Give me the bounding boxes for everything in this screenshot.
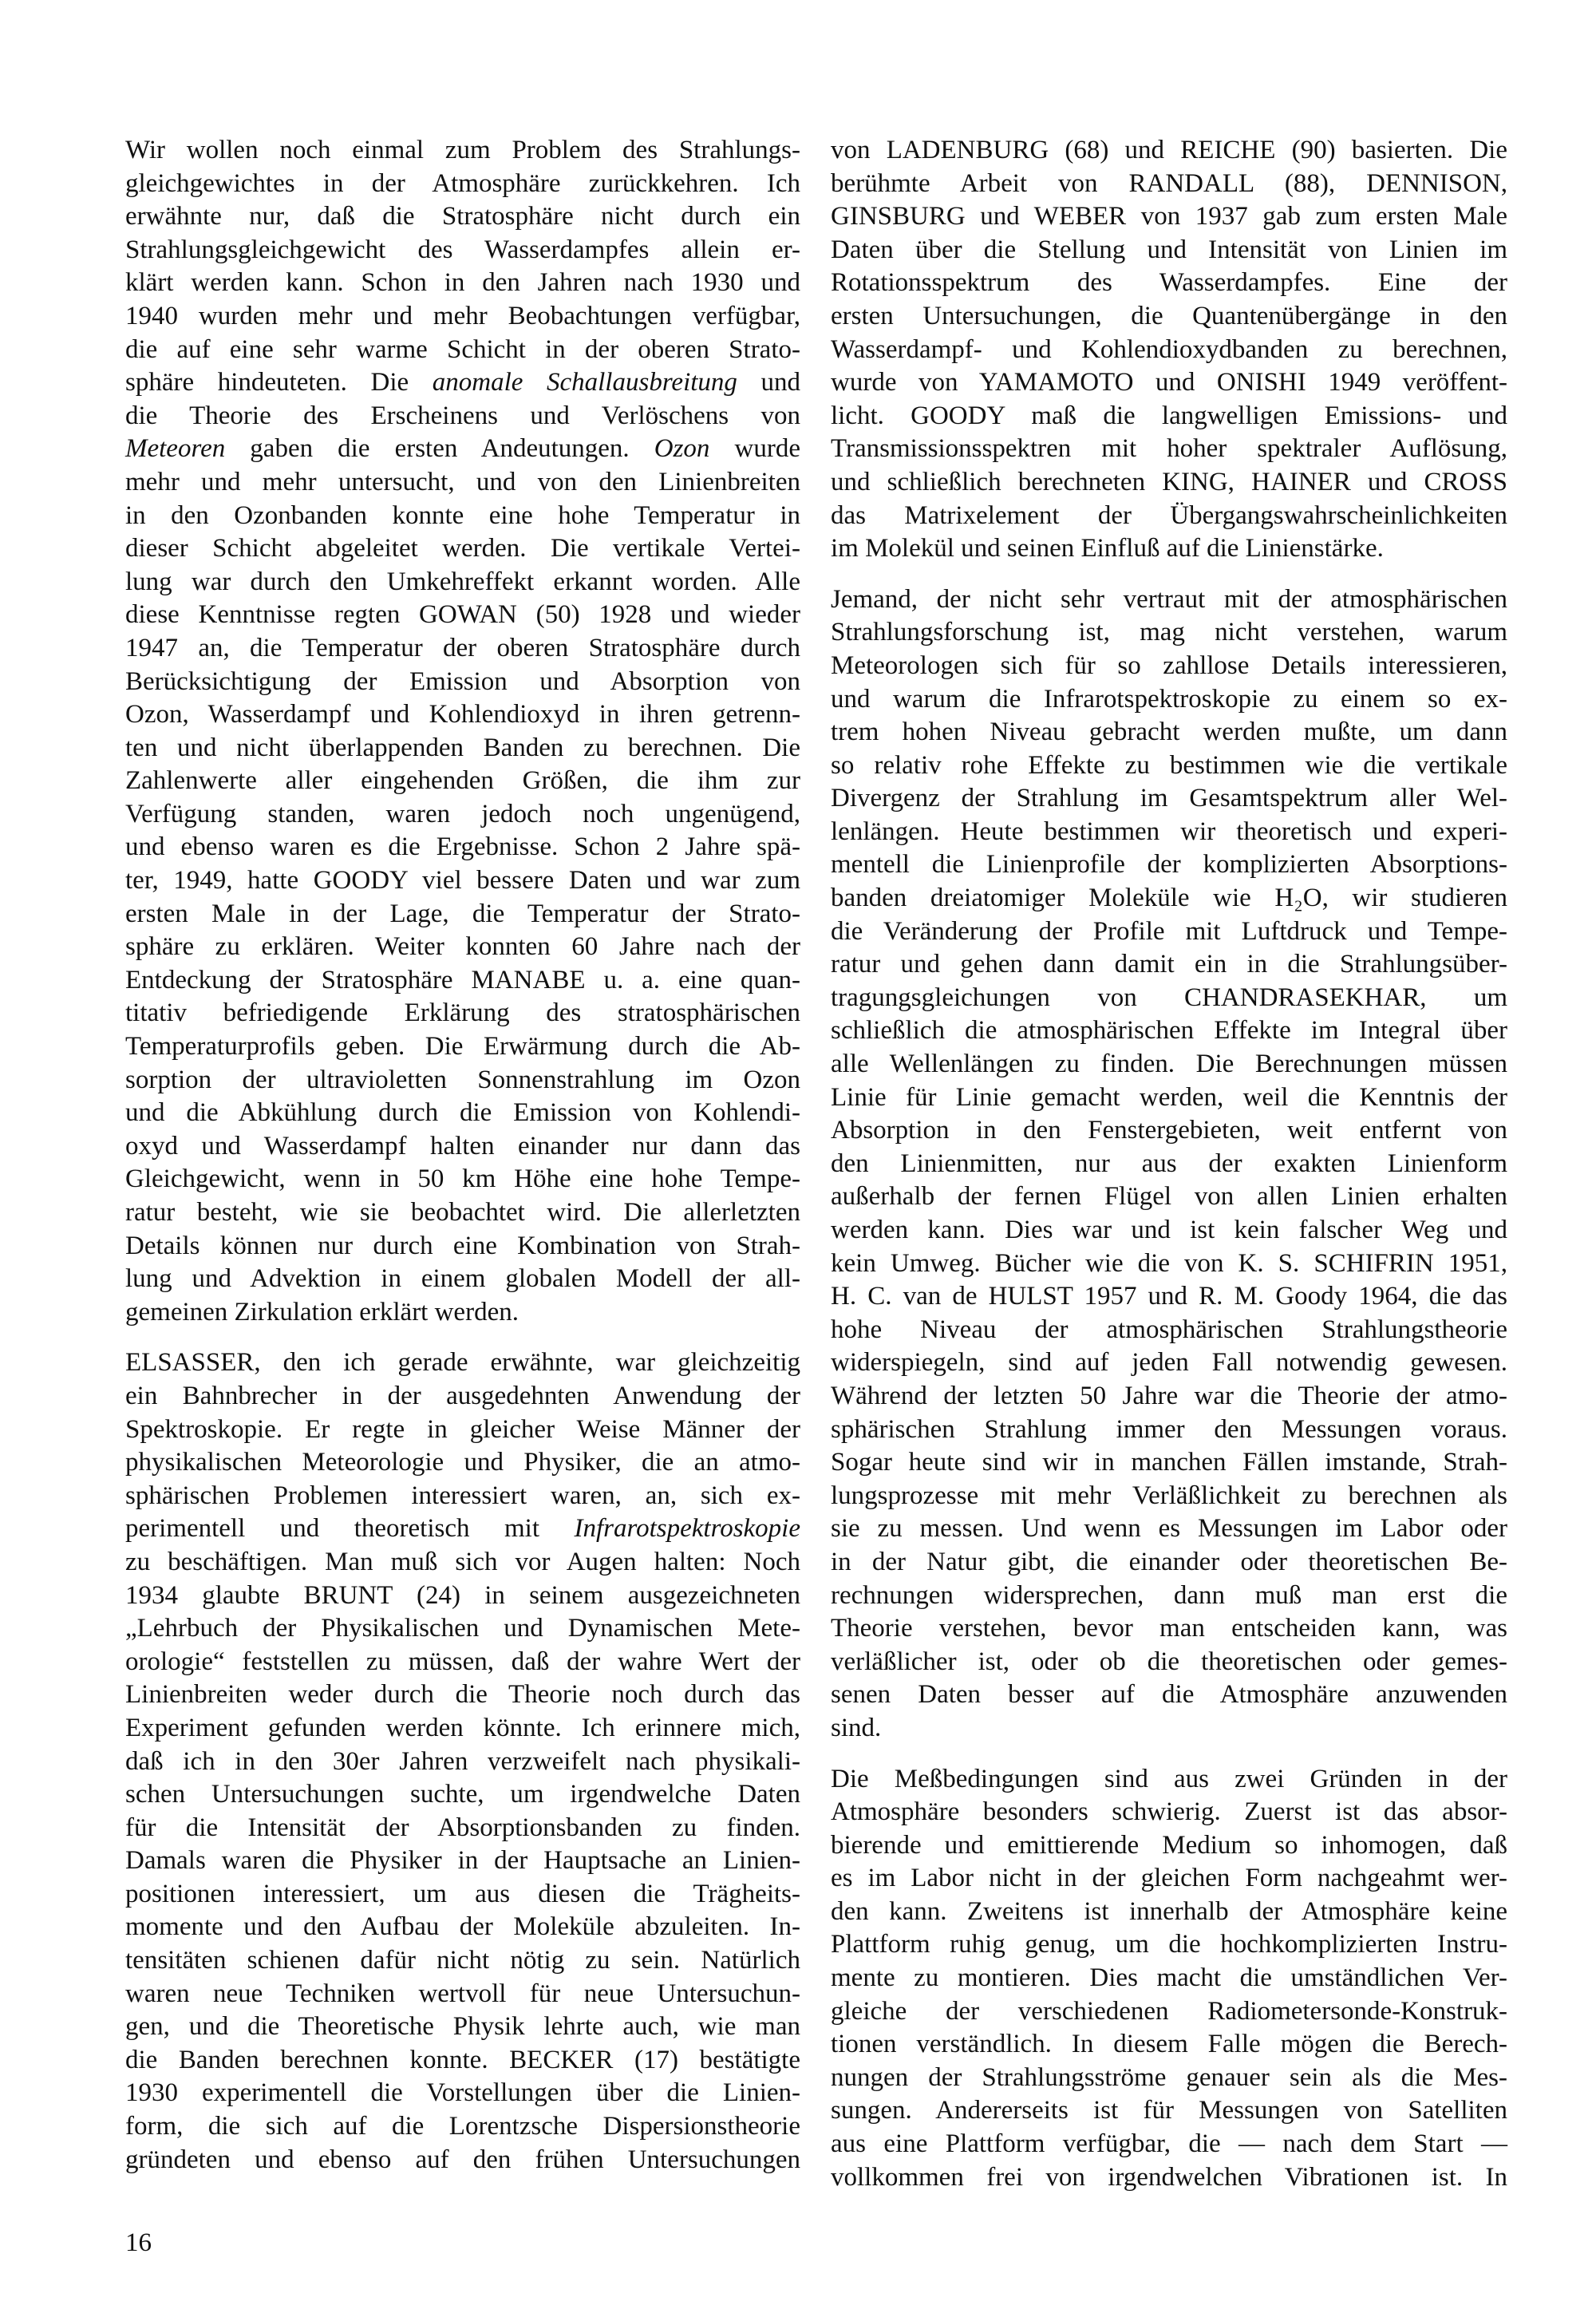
text-line: sphärischen Problemen interessiert waren, an, sich ex- — [125, 1481, 800, 1510]
paragraph — [125, 1346, 800, 2177]
text-line: tensitäten schienen dafür nicht nötig zu sein. Natürlich — [125, 1946, 800, 1975]
text-line: Spektroskopie. Er regte in gleicher Weise Männer der — [125, 1414, 800, 1444]
text-line: daß ich in den 30er Jahren verzweifelt nach physikali- — [125, 1746, 800, 1776]
page-number: 16 — [125, 2228, 152, 2257]
text-line: ratur und gehen dann damit ein in die Strahlungsüber- — [831, 950, 1507, 979]
text-line: lungsprozesse mit mehr Verläßlichkeit zu berechnen als — [831, 1481, 1507, 1510]
text-line: die Banden berechnen konnte. BECKER (17) bestätigte — [125, 2045, 800, 2074]
text-line: und schließlich berechneten KING, HAINER und CROSS — [831, 467, 1507, 496]
paragraph — [831, 583, 1507, 1746]
text-line: H. C. van de HULST 1957 und R. M. Goody 1964, die das — [831, 1282, 1507, 1311]
text-line: zu beschäftigen. Man muß sich vor Augen halten: Noch — [125, 1547, 800, 1576]
text-line: Theorie verstehen, bevor man entscheiden kann, was — [831, 1614, 1507, 1643]
italic-term: Ozon — [654, 434, 710, 464]
text-line: ELSASSER, den ich gerade erwähnte, war gleichzeitig — [125, 1348, 800, 1378]
text-line: sorption der ultravioletten Sonnenstrahlung im Ozon — [125, 1065, 800, 1094]
paragraph — [125, 134, 800, 1329]
text-line: Jemand, der nicht sehr vertraut mit der atmosphärischen — [831, 584, 1507, 614]
text-line: mentell die Linienprofile der komplizierten Absorptions- — [831, 850, 1507, 880]
text-line: sie zu messen. Und wenn es Messungen im Labor oder — [831, 1514, 1507, 1544]
text-line: gründeten und ebenso auf den frühen Untersuchungen — [125, 2145, 800, 2174]
text-line — [125, 366, 800, 400]
text-line: gleichgewichtes in der Atmosphäre zurückkehren. Ich — [125, 168, 800, 198]
text-line: ter, 1949, hatte GOODY viel bessere Daten und war zum — [125, 866, 800, 896]
italic-term: Meteoren — [125, 434, 226, 464]
text-line: schen Untersuchungen suchte, um irgendwelche Daten — [125, 1780, 800, 1809]
text-line: und warum die Infrarotspektroskopie zu einem so ex- — [831, 684, 1507, 714]
text-line: Strahlungsforschung ist, mag nicht verstehen, warum — [831, 618, 1507, 647]
text-line: orologie“ feststellen zu müssen, daß der wahre Wert der — [125, 1647, 800, 1676]
text-line: Wasserdampf- und Kohlendioxydbanden zu berechnen, — [831, 334, 1507, 364]
text-line: Divergenz der Strahlung im Gesamtspektrum aller Wel- — [831, 784, 1507, 813]
text-line: kein Umweg. Bücher wie die von K. S. SCHIFRIN 1951, — [831, 1248, 1507, 1278]
text-line: berühmte Arbeit von RANDALL (88), DENNISON, — [831, 168, 1507, 198]
text-line: Entdeckung der Stratosphäre MANABE u. a. eine quan- — [125, 965, 800, 994]
text-line: Daten über die Stellung und Intensität von Linien im — [831, 235, 1507, 264]
text-line: gleiche der verschiedenen Radiometersonde-Konstruk- — [831, 1996, 1507, 2026]
text-line: es im Labor nicht in der gleichen Form nachgeahmt wer- — [831, 1864, 1507, 1893]
text-line: Details können nur durch eine Kombination von Strah- — [125, 1231, 800, 1260]
text-column-right — [831, 134, 1507, 2212]
text-line: wurde von YAMAMOTO und ONISHI 1949 veröffent- — [831, 368, 1507, 397]
text-line: tragungsgleichungen von CHANDRASEKHAR, um — [831, 983, 1507, 1012]
text-line: die Veränderung der Profile mit Luftdruck und Tempe- — [831, 916, 1507, 946]
text-line: Berücksichtigung der Emission und Absorption von — [125, 666, 800, 696]
text-line: für die Intensität der Absorptionsbanden zu finden. — [125, 1813, 800, 1842]
text-line: Transmissionsspektren mit hoher spektraler Auflösung, — [831, 434, 1507, 464]
text-line: widerspiegeln, sind auf jeden Fall notwendig gewesen. — [831, 1348, 1507, 1378]
text-line: lung war durch den Umkehreffekt erkannt worden. Alle — [125, 567, 800, 596]
text-line: 1940 wurden mehr und mehr Beobachtungen verfügbar, — [125, 301, 800, 330]
text-line: Absorption in den Fenstergebieten, weit entfernt von — [831, 1116, 1507, 1145]
text-line: Plattform ruhig genug, um die hochkomplizierten Instru- — [831, 1930, 1507, 1959]
text-line: Sogar heute sind wir in manchen Fällen imstande, Strah- — [831, 1448, 1507, 1477]
text-line: Rotationsspektrum des Wasserdampfes. Eine der — [831, 268, 1507, 298]
text-line: schließlich die atmosphärischen Effekte im Integral über — [831, 1016, 1507, 1046]
text-line: Zahlenwerte aller eingehenden Größen, die ihm zur — [125, 766, 800, 796]
text-line: erwähnte nur, daß die Stratosphäre nicht durch ein — [125, 202, 800, 231]
text-line: Experiment gefunden werden könnte. Ich erinnere mich, — [125, 1713, 800, 1742]
text-line: bierende und emittierende Medium so inhomogen, daß — [831, 1830, 1507, 1860]
text-line: den kann. Zweitens ist innerhalb der Atmosphäre keine — [831, 1896, 1507, 1926]
text-line: im Molekül und seinen Einfluß auf die Linienstärke. — [831, 534, 1384, 563]
text-line: form, die sich auf die Lorentzsche Dispersionstheorie — [125, 2112, 800, 2141]
text-line: 1947 an, die Temperatur der oberen Stratosphäre durch — [125, 633, 800, 662]
text-segment: perimentell und theoretisch mit — [125, 1514, 575, 1544]
text-segment: und — [737, 368, 801, 397]
text-line: vollkommen frei von irgendwelchen Vibrationen ist. In — [831, 2162, 1507, 2192]
text-line: Die Meßbedingungen sind aus zwei Gründen in der — [831, 1764, 1507, 1793]
text-line: so relativ rohe Effekte zu bestimmen wie die vertikale — [831, 750, 1507, 780]
text-line: nungen der Strahlungsströme genauer sein als die Mes- — [831, 2062, 1507, 2092]
text-line: Damals waren die Physiker in der Hauptsache an Linien- — [125, 1846, 800, 1876]
text-line: hohe Niveau der atmosphärischen Strahlungstheorie — [831, 1315, 1507, 1344]
text-line: trem hohen Niveau gebracht werden mußte, um dann — [831, 718, 1507, 747]
paragraph — [831, 1763, 1507, 2195]
text-line: Linie für Linie gemacht werden, weil die Kenntnis der — [831, 1082, 1507, 1112]
text-line: sphärischen Strahlung immer den Messungen voraus. — [831, 1414, 1507, 1444]
text-line: diese Kenntnisse regten GOWAN (50) 1928 und wieder — [125, 600, 800, 630]
paragraph — [831, 134, 1507, 566]
text-line: außerhalb der fernen Flügel von allen Linien erhalten — [831, 1182, 1507, 1212]
text-line: dieser Schicht abgeleitet werden. Die vertikale Vertei- — [125, 534, 800, 563]
text-line: klärt werden kann. Schon in den Jahren nach 1930 und — [125, 268, 800, 298]
text-line: alle Wellenlängen zu finden. Die Berechnungen müssen — [831, 1050, 1507, 1079]
text-line: gemeinen Zirkulation erklärt werden. — [125, 1297, 519, 1327]
text-line: tionen verständlich. In diesem Falle mögen die Berech- — [831, 2030, 1507, 2059]
text-line: ten und nicht überlappenden Banden zu berechnen. Die — [125, 733, 800, 762]
text-line: ersten Untersuchungen, die Quantenübergänge in den — [831, 301, 1507, 330]
text-line: ratur besteht, wie sie beobachtet wird. Die allerletzten — [125, 1198, 800, 1227]
text-line: den Linienmitten, nur aus der exakten Linienform — [831, 1149, 1507, 1178]
text-line: Strahlungsgleichgewicht des Wasserdampfes allein er- — [125, 235, 800, 264]
text-line: von LADENBURG (68) und REICHE (90) basierten. Die — [831, 136, 1507, 164]
text-segment: sphäre hindeuteten. Die — [125, 368, 433, 397]
text-line: positionen interessiert, um aus diesen die Trägheits- — [125, 1879, 800, 1908]
text-line: GINSBURG und WEBER von 1937 gab zum ersten Male — [831, 202, 1507, 231]
text-line: rechnungen widersprechen, dann muß man erst die — [831, 1580, 1507, 1610]
text-line: physikalischen Meteorologie und Physiker, die an atmo- — [125, 1448, 800, 1477]
text-line: ersten Male in der Lage, die Temperatur der Strato- — [125, 899, 800, 928]
text-line: „Lehrbuch der Physikalischen und Dynamischen Mete- — [125, 1614, 800, 1643]
text-line: Während der letzten 50 Jahre war die Theorie der atmo- — [831, 1381, 1507, 1410]
text-line: Ozon, Wasserdampf und Kohlendioxyd in ihren getrenn- — [125, 700, 800, 729]
text-line: in den Ozonbanden konnte eine hohe Temperatur in — [125, 500, 800, 530]
text-line: Temperaturprofils geben. Die Erwärmung durch die Ab- — [125, 1032, 800, 1062]
text-line — [125, 433, 800, 466]
text-line: banden dreiatomiger Moleküle wie H₂O, wir studieren — [831, 884, 1507, 913]
text-line: und ebenso waren es die Ergebnisse. Schon 2 Jahre spä- — [125, 832, 800, 862]
text-line: senen Daten besser auf die Atmosphäre anzuwenden — [831, 1680, 1507, 1710]
text-line: 1930 experimentell die Vorstellungen über die Linien- — [125, 2078, 800, 2108]
text-line: mehr und mehr untersucht, und von den Linienbreiten — [125, 467, 800, 496]
text-segment: gaben die ersten Andeutungen. — [225, 434, 654, 464]
text-line: titativ befriedigende Erklärung des stratosphärischen — [125, 998, 800, 1028]
italic-term: Infrarotspektroskopie — [574, 1514, 800, 1544]
text-line: die auf eine sehr warme Schicht in der oberen Strato- — [125, 334, 800, 364]
text-segment: wurde — [709, 434, 800, 464]
text-line: verläßlicher ist, oder ob die theoretischen oder gemes- — [831, 1647, 1507, 1676]
text-line: lung und Advektion in einem globalen Modell der all- — [125, 1264, 800, 1294]
text-line: ein Bahnbrecher in der ausgedehnten Anwendung der — [125, 1381, 800, 1410]
italic-term: anomale Schallausbreitung — [432, 368, 737, 397]
text-line: Gleichgewicht, wenn in 50 km Höhe eine hohe Tempe- — [125, 1164, 800, 1194]
text-line: werden kann. Dies war und ist kein falscher Weg und — [831, 1216, 1507, 1244]
text-line: Verfügung standen, waren jedoch noch ungenügend, — [125, 799, 800, 828]
text-line: lenlängen. Heute bestimmen wir theoretisch und experi- — [831, 816, 1507, 846]
text-line: Meteorologen sich für so zahllose Details interessieren, — [831, 650, 1507, 680]
text-line: Linienbreiten weder durch die Theorie noch durch das — [125, 1680, 800, 1710]
text-line: sind. — [831, 1713, 882, 1742]
text-line: licht. GOODY maß die langwelligen Emissions- und — [831, 401, 1507, 430]
text-line: 1934 glaubte BRUNT (24) in seinem ausgezeichneten — [125, 1580, 800, 1610]
text-line: Atmosphäre besonders schwierig. Zuerst ist das absor- — [831, 1797, 1507, 1827]
text-line: mente zu montieren. Dies macht die umständlichen Ver- — [831, 1963, 1507, 1993]
text-line: und die Abkühlung durch die Emission von Kohlendi- — [125, 1098, 800, 1128]
text-line: momente und den Aufbau der Moleküle abzuleiten. In- — [125, 1912, 800, 1942]
text-line — [125, 1512, 800, 1546]
text-line: waren neue Techniken wertvoll für neue Untersuchun- — [125, 1979, 800, 2008]
text-line: das Matrixelement der Übergangswahrscheinlichkeiten — [831, 500, 1507, 530]
text-line: oxyd und Wasserdampf halten einander nur dann das — [125, 1131, 800, 1160]
text-line: sungen. Andererseits ist für Messungen von Satelliten — [831, 2096, 1507, 2125]
text-line: aus eine Plattform verfügbar, die — nach dem Start — — [831, 2129, 1507, 2159]
text-line: die Theorie des Erscheinens und Verlöschens von — [125, 401, 800, 430]
text-line: gen, und die Theoretische Physik lehrte auch, wie man — [125, 2012, 800, 2042]
text-column-left — [125, 134, 800, 2194]
text-line: sphäre zu erklären. Weiter konnten 60 Jahre nach der — [125, 932, 800, 962]
text-line: in der Natur gibt, die einander oder theoretischen Be- — [831, 1547, 1507, 1576]
text-line: Wir wollen noch einmal zum Problem des Strahlungs- — [125, 136, 800, 164]
